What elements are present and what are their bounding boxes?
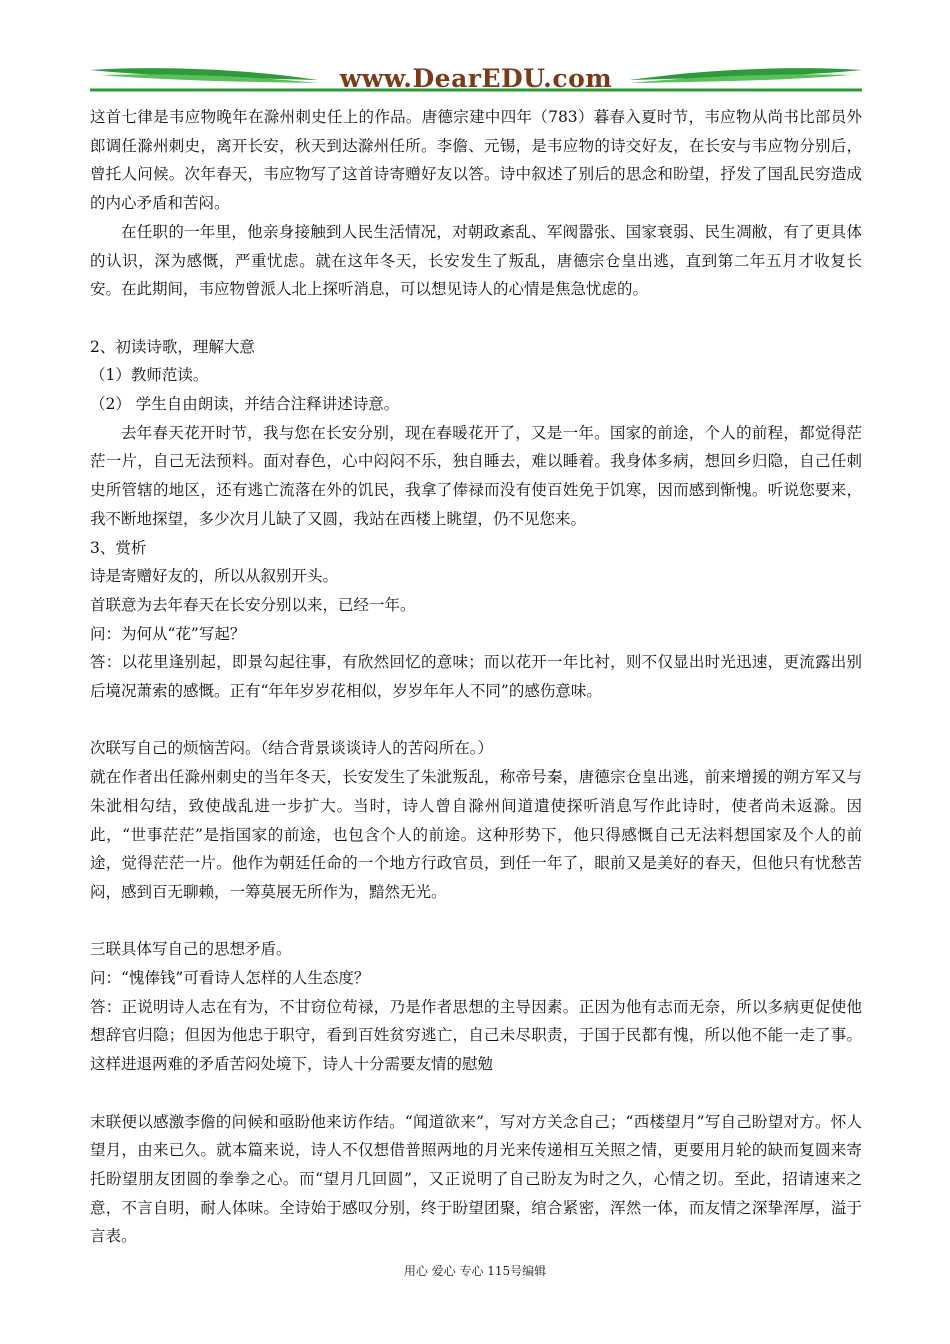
paragraph-text: 末联便以感激李儋的问候和亟盼他来访作结。“闻道欲来”，写对方关念自己；“西楼望月”写自己盼望对方。怀人望月，由来已久。就本篇来说，诗人不仅想借普照两地的月光来传递相互关照之情，更要用月轮的缺而复圆来寄托盼望朋友团圆的拳拳之心。而“望月几回圆”，又正说明了自己盼友为时之久，心情之切。至此，招请速来之意，不言自明，耐人体味。全诗始于感叹分别，终于盼望团聚，绾合紧密，浑然一体，而友情之深挚浑厚，溢于言表。	[90, 1112, 862, 1246]
list-item: （1）教师范读。	[90, 366, 209, 385]
paragraph-context: 在任职的一年里，他亲身接触到人民生活情况，对朝政紊乱、军阀嚣张、国家衰弱、民生凋敝，有了更具体的认识，深为感慨，严重忧虑。就在这年冬天，长安发生了叛乱，唐德宗仓皇出逃，直到第二年五月才收复长安。在此期间，韦应物曾派人北上探听消息，可以想见诗人的心情是焦急忧虑的。	[90, 222, 862, 299]
question-text: 问：为何从“花”写起？	[90, 624, 246, 643]
paragraph-text: 三联具体写自己的思想矛盾。	[90, 940, 292, 959]
paragraph-translation: 去年春天花开时节，我与您在长安分别，现在春暖花开了，又是一年。国家的前途，个人的前程，都觉得茫茫一片，自己无法预料。面对春色，心中闷闷不乐，独自睡去，难以睡着。我身体多病，想回乡归隐，自己任刺史所管辖的地区，还有逃亡流落在外的饥民，我拿了俸禄而没有使百姓免于饥寒，因而感到惭愧。听说您要来，我不断地探望，多少次月儿缺了又圆，我站在西楼上眺望，仍不见您来。	[90, 423, 862, 528]
blank-line	[90, 706, 862, 735]
question-text: 问：“愧俸钱”可看诗人怎样的人生态度？	[90, 969, 370, 988]
answer-text: 答：正说明诗人志在有为，不甘窃位苟禄，乃是作者思想的主导因素。正因为他有志而无奈，所以多病更促使他想辞官归隐；但因为他忠于职守，看到百姓贫穷逃亡，自己未尽职责，于国于民都有愧，所以他不能一走了事。这样进退两难的矛盾苦闷处境下，诗人十分需要友情的慰勉	[90, 997, 862, 1074]
paragraph-text: 就在作者出任滁州刺史的当年冬天，长安发生了朱泚叛乱，称帝号秦，唐德宗仓皇出逃，前来增援的朔方军又与朱泚相勾结，致使战乱进一步扩大。当时，诗人曾自滁州间道遣使探听消息写作此诗时，使者尚未返滁。因此，“世事茫茫”是指国家的前途，也包含个人的前途。这种形势下，他只得感慨自己无法料想国家及个人的前途，觉得茫茫一片。他作为朝廷任命的一个地方行政官员，到任一年了，眼前又是美好的春天，但他只有忧愁苦闷，感到百无聊赖，一筹莫展无所作为，黯然无光。	[90, 768, 862, 901]
section-heading-appreciation: 3、赏析	[90, 538, 147, 557]
blank-line	[90, 1079, 862, 1108]
paragraph-text: 次联写自己的烦恼苦闷。（结合背景谈谈诗人的苦闷所在。）	[90, 739, 494, 758]
list-item: （2） 学生自由朗读，并结合注释讲述诗意。	[90, 395, 400, 414]
paragraph-text: 首联意为去年春天在长安分别以来，已经一年。	[90, 595, 416, 614]
site-logo: www.DearEDU.com	[339, 64, 613, 93]
paragraph-background: 这首七律是韦应物晚年在滁州刺史任上的作品。唐德宗建中四年（783）暮春入夏时节，韦应物从尚书比部员外郎调任滁州刺史，离开长安，秋天到达滁州任所。李儋、元锡，是韦应物的诗交好友，在长安与韦应物分别后，曾托人问候。次年春天，韦应物写了这首诗寄赠好友以答。诗中叙述了别后的思念和盼望，抒发了国乱民穷造成的内心矛盾和苦闷。	[90, 108, 862, 213]
page-footer: 用心 爱心 专心 115号编辑	[403, 1264, 547, 1278]
paragraph-text: 诗是寄赠好友的，所以从叙别开头。	[90, 567, 339, 586]
blank-line	[90, 907, 862, 936]
answer-text: 答：以花里逢别起，即景勾起往事，有欣然回忆的意味；而以花开一年比衬，则不仅显出时光迅速，更流露出别后境况萧索的感慨。正有“年年岁岁花相似，岁岁年年人不同”的感伤意味。	[90, 653, 862, 701]
blank-line	[90, 304, 862, 333]
site-header	[90, 58, 862, 98]
article-body	[90, 103, 862, 1251]
section-heading-reading: 2、初读诗歌，理解大意	[90, 337, 255, 356]
